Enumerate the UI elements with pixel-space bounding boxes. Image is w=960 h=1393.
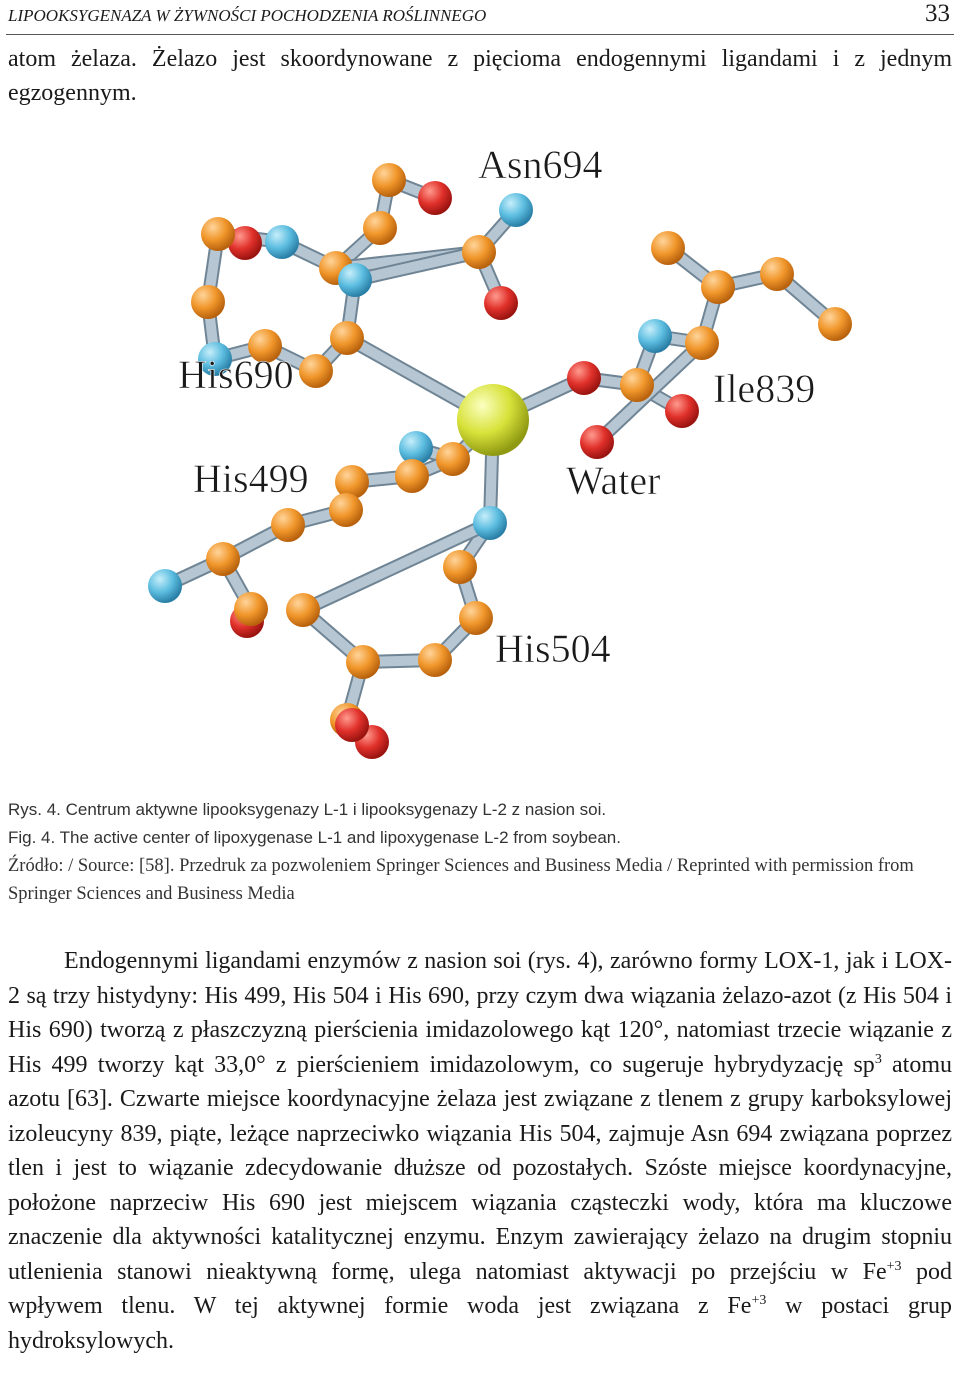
- carbon-atom: [299, 354, 333, 388]
- body-text-part3: pod wpływem tlenu. W tej aktywnej formie woda jest związana z Fe: [8, 1258, 952, 1319]
- carbon-atom: [701, 270, 735, 304]
- figure-caption: [8, 796, 952, 908]
- nitrogen-atom: [148, 569, 182, 603]
- carbon-atom: [363, 211, 397, 245]
- oxygen-atom: [665, 394, 699, 428]
- carbon-atom: [436, 442, 470, 476]
- carbon-atom: [191, 285, 225, 319]
- carbon-atom: [330, 321, 364, 355]
- nitrogen-atom: [473, 506, 507, 540]
- iron-atom: [457, 384, 529, 456]
- carbon-atom: [201, 217, 235, 251]
- carbon-atom: [346, 645, 380, 679]
- carbon-atom: [329, 493, 363, 527]
- carbon-atom: [459, 601, 493, 635]
- superscript-fe3-second: +3: [751, 1293, 767, 1308]
- body-text: [8, 944, 952, 1358]
- caption-english: Fig. 4. The active center of lipoxygenase L-1 and lipoxygenase L-2 from soybean.: [8, 828, 621, 847]
- carbon-atom: [651, 231, 685, 265]
- nitrogen-atom: [499, 193, 533, 227]
- label-water: Water: [566, 458, 661, 503]
- running-title: LIPOOKSYGENAZA W ŻYWNOŚCI POCHODZENIA ROŚLINNEGO: [8, 6, 487, 25]
- active-site-figure: [0, 140, 960, 780]
- carbon-atom: [206, 542, 240, 576]
- page-header: [6, 0, 954, 35]
- label-ile839: Ile839: [713, 366, 816, 411]
- carbon-atom: [685, 326, 719, 360]
- nitrogen-atom: [638, 319, 672, 353]
- label-his690: His690: [178, 352, 294, 397]
- superscript-fe3-first: +3: [886, 1258, 902, 1274]
- label-his504: His504: [495, 626, 611, 671]
- carbon-atom: [462, 235, 496, 269]
- label-asn694: Asn694: [478, 142, 603, 187]
- nitrogen-atom: [338, 263, 372, 297]
- carbon-atom: [335, 465, 369, 499]
- caption-source: Źródło: / Source: [58]. Przedruk za pozwoleniem Springer Sciences and Business Media / Reprinted with permission from Springer Sciences and Business Media: [8, 856, 914, 904]
- label-his499: His499: [193, 456, 309, 501]
- body-text-part1: Endogennymi ligandami enzymów z nasion soi (rys. 4), zarówno formy LOX-1, jak i LOX-2 są trzy histydyny: His 499, His 504 i His 690, przy czym dwa wiązania żelazo-azot (z His 504 i His 690) tworzą z płaszczyzną pierścienia imidazolowego kąt 120°, natomiast trzecie wiązanie z His 499 tworzy kąt 33,0° z pierścieniem imidazolowym, co sugeruje hybrydyzację sp: [8, 948, 952, 1078]
- body-paragraph: [8, 944, 952, 1358]
- carbon-atom: [372, 163, 406, 197]
- carbon-atom: [620, 368, 654, 402]
- page-number: 33: [925, 0, 950, 27]
- carbon-atom: [286, 593, 320, 627]
- carbon-atom: [234, 592, 268, 626]
- oxygen-atom: [484, 286, 518, 320]
- carbon-atom: [395, 459, 429, 493]
- carbon-atom: [418, 643, 452, 677]
- oxygen-atom: [580, 425, 614, 459]
- caption-polish: Rys. 4. Centrum aktywne lipooksygenazy L-1 i lipooksygenazy L-2 z nasion soi.: [8, 800, 607, 819]
- superscript-sp3: 3: [874, 1051, 882, 1067]
- oxygen-atom: [567, 361, 601, 395]
- carbon-atom: [760, 257, 794, 291]
- carbon-atom: [818, 307, 852, 341]
- molecule-diagram: [0, 140, 960, 780]
- intro-paragraph: atom żelaza. Żelazo jest skoordynowane z pięcioma endogennymi ligandami i z jednym egzogennym.: [8, 46, 952, 106]
- body-text-part2: atomu azotu [63]. Czwarte miejsce koordynacyjne żelaza jest związane z tlenem z grupy karboksylowej izoleucyny 839, piąte, leżące naprzeciwko wiązania His 504, zajmuje Asn 694 związana poprzez tlen i jest to wiązanie zdecydowanie dłuższe od pozostałych. Szóste miejsce koordynacyjne, położone naprzeciw His 690 jest miejscem wiązania cząsteczki wody, która ma kluczowe znaczenie dla aktywności katalitycznej enzymu. Enzym zawierający żelazo na drugim stopniu utlenienia stanowi nieaktywną formę, ulega natomiast aktywacji po przejściu w Fe: [8, 1051, 952, 1285]
- oxygen-atom: [335, 708, 369, 742]
- body-text-part4: w postaci grup hydroksylowych.: [8, 1293, 952, 1354]
- oxygen-atom: [418, 181, 452, 215]
- carbon-atom: [443, 550, 477, 584]
- nitrogen-atom: [265, 225, 299, 259]
- carbon-atom: [271, 508, 305, 542]
